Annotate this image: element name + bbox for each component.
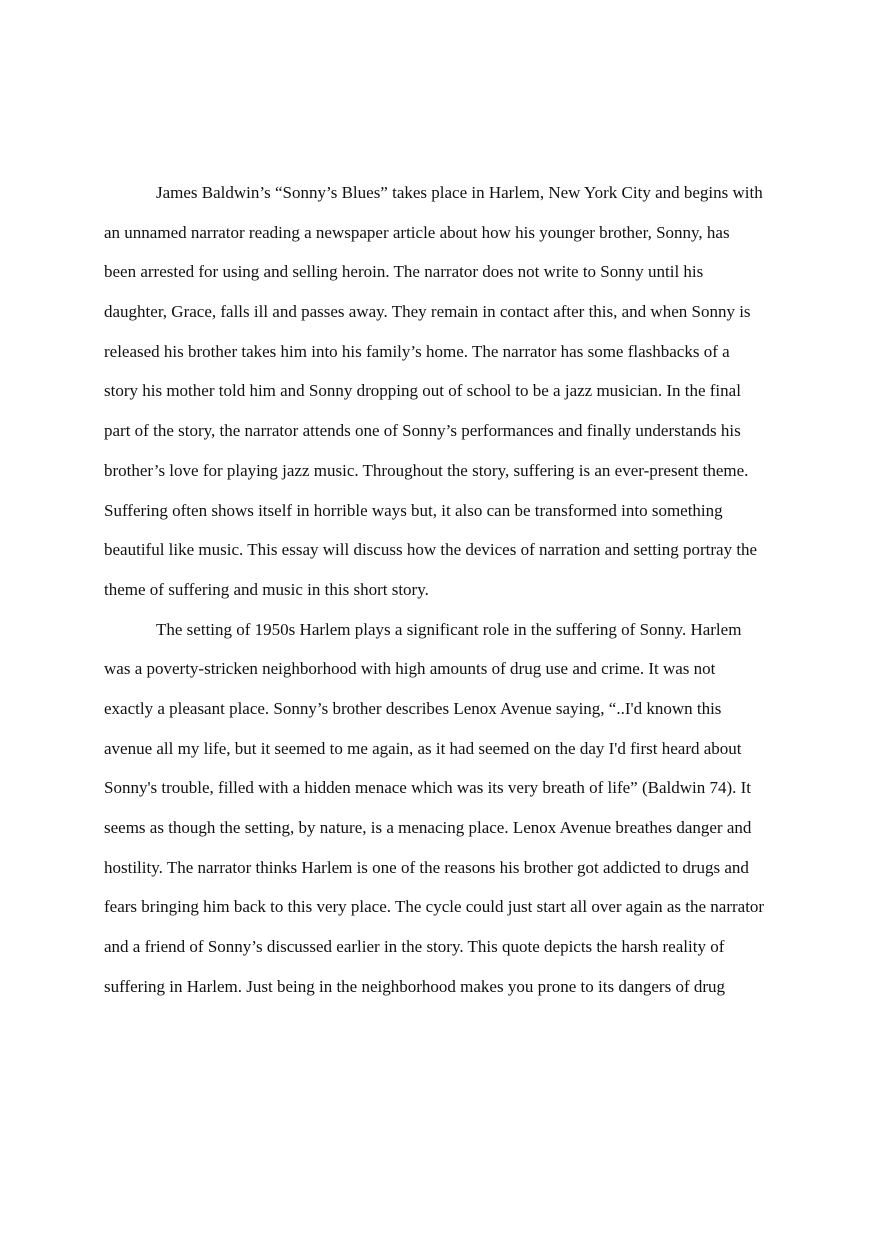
text-line: was a poverty-stricken neighborhood with high amounts of drug use and crime. It was not bbox=[104, 659, 716, 679]
text-line: avenue all my life, but it seemed to me again, as it had seemed on the day I'd first heard about bbox=[104, 738, 742, 758]
text-line: and a friend of Sonny’s discussed earlier in the story. This quote depicts the harsh reality of bbox=[104, 937, 725, 957]
text-line: daughter, Grace, falls ill and passes away. They remain in contact after this, and when Sonny is bbox=[104, 302, 751, 322]
paragraph bbox=[104, 180, 784, 617]
text-line: story his mother told him and Sonny dropping out of school to be a jazz musician. In the final bbox=[104, 381, 741, 401]
text-line: brother’s love for playing jazz music. Throughout the story, suffering is an ever-present theme. bbox=[104, 460, 749, 480]
text-line: Suffering often shows itself in horrible ways but, it also can be transformed into something bbox=[104, 500, 723, 520]
text-line: exactly a pleasant place. Sonny’s brother describes Lenox Avenue saying, “..I'd known this bbox=[104, 698, 722, 718]
text-line: theme of suffering and music in this short story. bbox=[104, 579, 429, 599]
text-line: hostility. The narrator thinks Harlem is one of the reasons his brother got addicted to drugs and bbox=[104, 857, 749, 877]
text-line: James Baldwin’s “Sonny’s Blues” takes place in Harlem, New York City and begins with bbox=[156, 183, 763, 202]
paragraph bbox=[104, 617, 784, 1014]
text-line: beautiful like music. This essay will discuss how the devices of narration and setting portray the bbox=[104, 540, 758, 560]
text-line: seems as though the setting, by nature, is a menacing place. Lenox Avenue breathes danger and bbox=[104, 818, 752, 837]
text-line: part of the story, the narrator attends one of Sonny’s performances and finally understands his bbox=[104, 421, 741, 441]
text-line: suffering in Harlem. Just being in the neighborhood makes you prone to its dangers of drug bbox=[104, 976, 726, 996]
text-line: Sonny's trouble, filled with a hidden menace which was its very breath of life” (Baldwin 74). It bbox=[104, 778, 752, 798]
text-line: The setting of 1950s Harlem plays a significant role in the suffering of Sonny. Harlem bbox=[156, 619, 742, 639]
text-line: released his brother takes him into his family’s home. The narrator has some flashbacks of a bbox=[104, 341, 730, 361]
text-line: an unnamed narrator reading a newspaper article about how his younger brother, Sonny, has bbox=[104, 222, 730, 242]
text-line: fears bringing him back to this very place. The cycle could just start all over again as the narrator bbox=[104, 897, 765, 917]
text-line: been arrested for using and selling heroin. The narrator does not write to Sonny until his bbox=[104, 262, 704, 282]
essay-body bbox=[104, 180, 784, 1013]
